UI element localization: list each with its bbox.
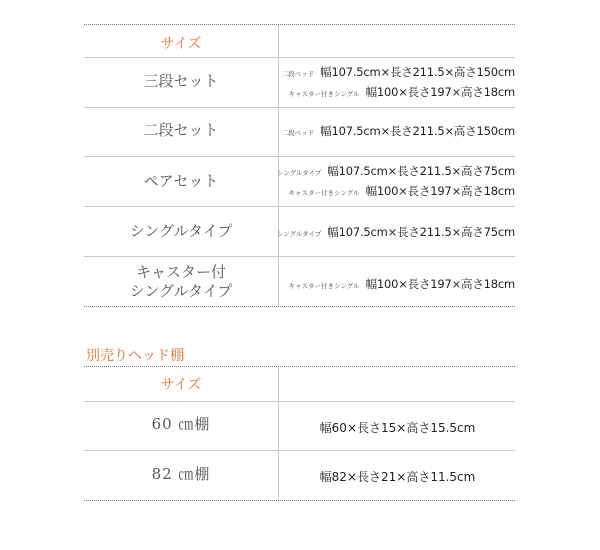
spec-line: [280, 274, 515, 294]
shelf-dims-60: 幅60×長さ15×高さ15.5cm: [319, 421, 476, 435]
spec-line: [280, 82, 515, 102]
set-specs-three-tier: [280, 62, 515, 102]
spec-type: キャスター付きシングル: [288, 189, 360, 197]
bed-size-table: [84, 0, 515, 310]
set-name-line2: シングルタイプ: [129, 282, 233, 300]
spec-dimensions: 幅107.5cm×長さ211.5×高さ150cm: [320, 124, 515, 138]
row-divider: [84, 450, 515, 451]
row-divider: [84, 107, 515, 108]
spec-line: [280, 181, 515, 201]
section-title-head-shelf: 別売りヘッド棚: [86, 348, 184, 364]
row-divider: [84, 156, 515, 157]
table-top-rule: [84, 24, 515, 25]
spec-type: キャスター付きシングル: [288, 90, 360, 98]
set-name-pair: ペアセット: [143, 172, 219, 190]
set-name-caster-single: [84, 263, 278, 301]
spec-type: キャスター付きシングル: [288, 282, 360, 290]
spec-dimensions: 幅107.5cm×長さ211.5×高さ75cm: [327, 164, 515, 178]
spec-type: シングルタイプ: [276, 230, 322, 238]
spec-dimensions: 幅100×長さ197×高さ18cm: [365, 85, 515, 99]
set-specs-pair: [276, 161, 515, 201]
spec-line: [276, 161, 515, 181]
set-specs-two-tier: [280, 121, 515, 141]
spec-dimensions: 幅100×長さ197×高さ18cm: [365, 184, 515, 198]
spec-dimensions: 幅100×長さ197×高さ18cm: [365, 277, 515, 291]
set-specs-single: [276, 222, 515, 242]
spec-type: シングルタイプ: [276, 169, 322, 177]
set-name-two-tier: 二段セット: [143, 121, 219, 139]
set-name-line1: キャスター付: [135, 263, 226, 281]
shelf-name-60: 60 ㎝棚: [151, 415, 211, 433]
row-divider: [84, 256, 515, 257]
row-divider: [84, 401, 515, 402]
spec-line: [280, 121, 515, 141]
spec-dimensions: 幅107.5cm×長さ211.5×高さ75cm: [327, 225, 515, 239]
spec-type: 二段ベッド: [281, 70, 315, 78]
set-specs-caster-single: [280, 274, 515, 294]
spec-type: 二段ベッド: [281, 129, 315, 137]
set-name-single: シングルタイプ: [129, 222, 233, 240]
spec-line: [276, 222, 515, 242]
spec-line: [280, 62, 515, 82]
size-header: サイズ: [160, 377, 202, 393]
table-bottom-rule: [84, 306, 515, 307]
spec-dimensions: 幅107.5cm×長さ211.5×高さ150cm: [320, 65, 515, 79]
shelf-dims-82: 幅82×長さ21×高さ11.5cm: [319, 470, 476, 484]
size-header: サイズ: [160, 36, 202, 52]
head-shelf-size-table: [84, 366, 515, 506]
row-divider: [84, 206, 515, 207]
table-bottom-rule: [84, 500, 515, 501]
set-name-three-tier: 三段セット: [143, 72, 219, 90]
row-divider: [84, 57, 515, 58]
column-divider: [278, 367, 279, 500]
table-top-rule: [84, 366, 515, 367]
shelf-name-82: 82 ㎝棚: [151, 465, 211, 483]
